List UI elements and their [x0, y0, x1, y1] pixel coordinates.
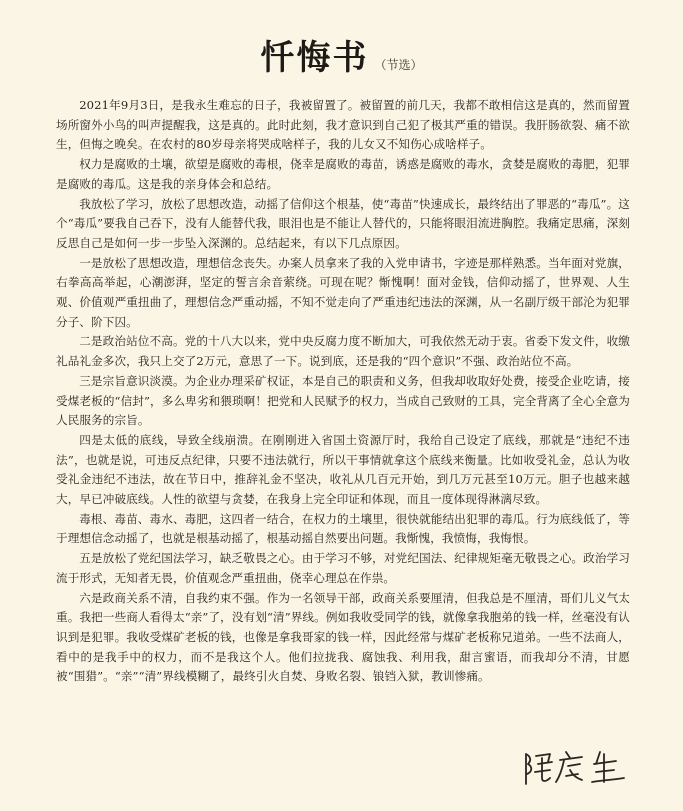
paragraph-9: 五是放松了党纪国法学习，缺乏敬畏之心。由于学习不够，对党纪国法、纪律规矩毫无敬畏之心。政治学习流于形式，无知者无畏，价值观念严重扭曲，侥幸心理总在作祟。 [56, 551, 630, 585]
paragraph-2: 权力是腐败的土壤，欲望是腐败的毒根，侥幸是腐败的毒苗，诱惑是腐败的毒水，贪婪是腐败的毒肥，犯罪是腐败的毒瓜。这是我的亲身体会和总结。 [56, 157, 630, 191]
paragraph-8: 毒根、毒苗、毒水、毒肥，这四者一结合，在权力的土壤里，很快就能结出犯罪的毒瓜。行为底线低了，等于理想信念动摇了，也就是根基动摇了，根基动摇自然要出问题。我惭愧，我愤悔，我悔恨。 [56, 511, 630, 546]
paragraph-5: 二是政治站位不高。党的十八大以来，党中央反腐力度不断加大，可我依然无动于衷。省委下发文件，收缴礼品礼金多次，我只上交了2万元，意思了一下。说到底，还是我的“四个意识”不强、政治站位不高。 [56, 334, 630, 369]
paragraph-6: 三是宗旨意识淡漠。为企业办理采矿权证，本是自己的职责和义务，但我却收取好处费，接受企业吃请，接受煤老板的“信封”，多么卑劣和猥琐啊！把党和人民赋予的权力，当成自己致财的工具，完全背离了全心全意为人民服务的宗旨。 [56, 373, 630, 428]
page-subtitle: （节选） [374, 58, 423, 72]
paragraph-3: 我放松了学习，放松了思想改造，动摇了信仰这个根基，使“毒苗”快速成长，最终结出了罪恶的“毒瓜”。这个“毒瓜”要我自己吞下，没有人能替代我，眼泪也是不能让人替代的，只能将眼泪流进胸腔。我痛定思痛，深刻反思自己是如何一步一步坠入深渊的。总结起来，有以下几点原因。 [56, 196, 630, 250]
paragraph-10: 六是政商关系不清，自我约束不强。作为一名领导干部，政商关系要厘清，但我总是不厘清，哥们儿义气太重。我把一些商人看得太“亲”了，没有划“清”界线。例如我收受同学的钱，就像拿我胞弟的钱一样，丝毫没有认识到是犯罪。我收受煤矿老板的钱，也像是拿我哥家的钱一样，因此经常与煤矿老板称兄道弟。一些不法商人，看中的是我手中的权力，而不是我这个人。他们拉拢我、腐蚀我、利用我，甜言蜜语，而我却分不清，甘愿被“围猎”。“亲”“清”界线模糊了，最终引火自焚、身败名裂、锒铛入狱，教训惨痛。 [56, 590, 630, 684]
handwritten-signature [520, 744, 630, 792]
signature-icon [520, 744, 630, 792]
page-title: 忏悔书 [260, 38, 369, 78]
paragraph-7: 四是太低的底线，导致全线崩溃。在刚刚进入省国土资源厅时，我给自己设定了底线，那就是“违纪不违法”，也就是说，可违反点纪律，只要不违法就行，所以干事情就拿这个底线来衡量。比如收受礼金，总认为收受礼金违纪不违法，故在节日中，推辞礼金不坚决，收礼从几百元开始，到几万元甚至10万元。胆子也越来越大，早已冲破底线。人性的欲望与贪婪，在我身上完全印证和体现，而且一度体现得淋漓尽致。 [56, 432, 630, 507]
paragraph-1: 2021年9月3日，是我永生难忘的日子，我被留置了。被留置的前几天，我都不敢相信这是真的，然而留置场所窗外小鸟的叫声提醒我，这是真的。此时此刻，我才意识到自己犯了极其严重的错误。我肝肠欲裂、痛不欲生，但悔之晚矣。在农村的80岁母亲将哭成啥样子，我的儿女又不知伤心成啥样子。 [56, 98, 630, 152]
document-body [56, 96, 630, 687]
title-row [0, 30, 683, 86]
paragraph-4: 一是放松了思想改造，理想信念丧失。办案人员拿来了我的入党申请书，字迹是那样熟悉。当年面对党旗，右拳高高举起，心潮澎湃，坚定的誓言余音萦绕。可现在呢？惭愧啊！面对金钱，信仰动摇了，世界观、人生观、价值观严重扭曲了，理想信念严重动摇，不知不觉走向了严重违纪违法的深渊，从一名副厅级干部沦为犯罪分子、阶下囚。 [56, 255, 630, 329]
